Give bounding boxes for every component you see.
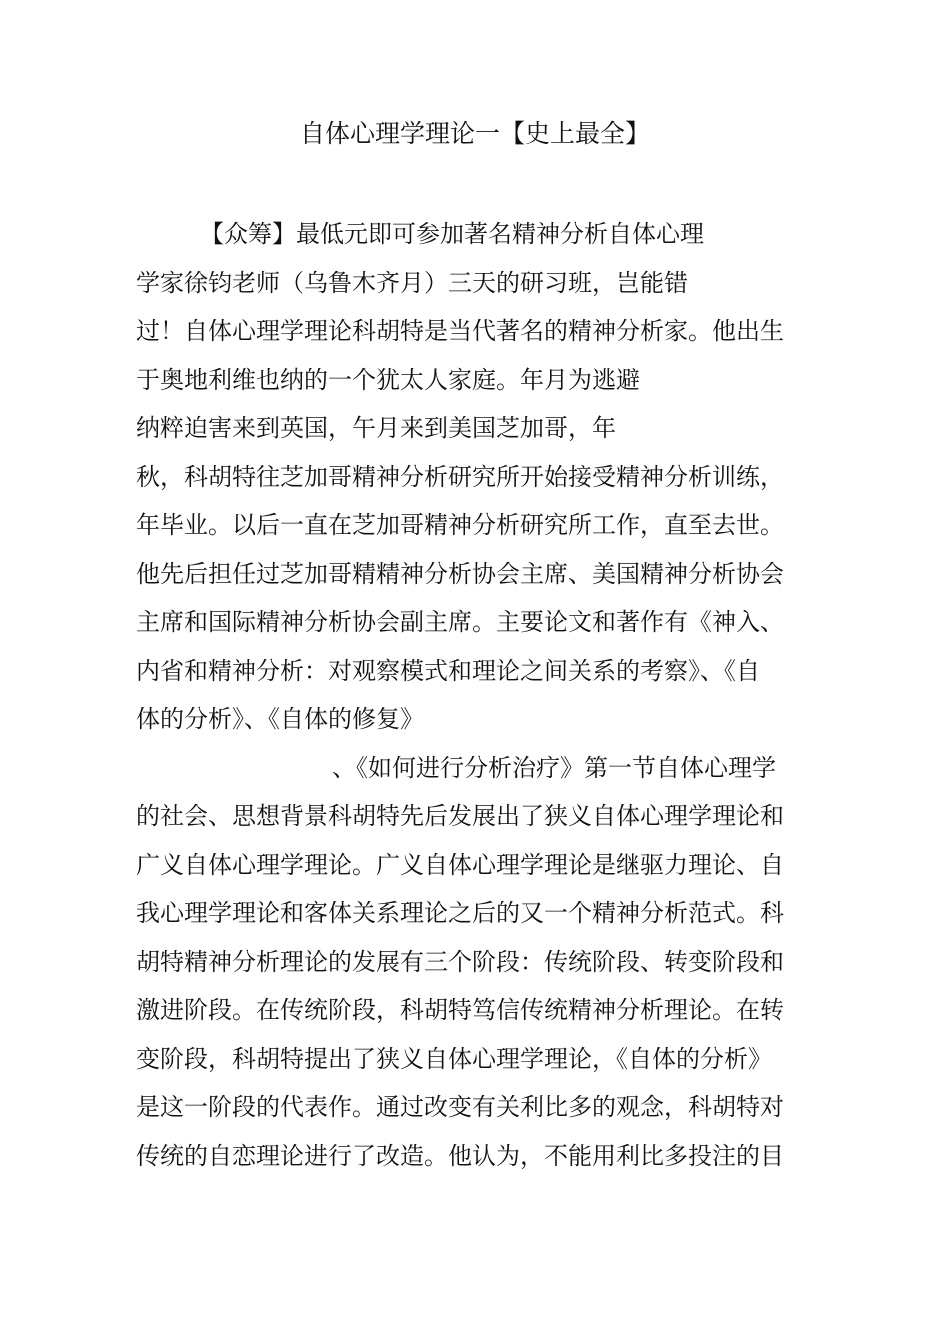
text-line: 他先后担任过芝加哥精精神分析协会主席、美国精神分析协会 <box>136 559 784 588</box>
text-line: 、《如何进行分析治疗》第一节自体心理学 <box>332 753 776 782</box>
text-line: 胡特精神分析理论的发展有三个阶段：传统阶段、转变阶段和 <box>136 947 784 976</box>
text-line: 广义自体心理学理论。广义自体心理学理论是继驱力理论、自 <box>136 850 784 879</box>
text-line: 我心理学理论和客体关系理论之后的又一个精神分析范式。科 <box>136 899 784 927</box>
document-body <box>136 210 836 1180</box>
document-title: 自体心理学理论一【史上最全】 <box>299 119 650 148</box>
text-line: 主席和国际精神分析协会副主席。主要论文和著作有《神入、 <box>136 608 784 636</box>
text-line: 纳粹迫害来到英国，午月来到美国芝加哥，年 <box>136 414 616 442</box>
text-line: 【众筹】最低元即可参加著名精神分析自体心理 <box>200 220 704 248</box>
text-line: 是这一阶段的代表作。通过改变有关利比多的观念，科胡特对 <box>136 1093 784 1121</box>
text-line: 激进阶段。在传统阶段，科胡特笃信传统精神分析理论。在转 <box>136 996 784 1024</box>
text-line: 秋，科胡特往芝加哥精神分析研究所开始接受精神分析训练， <box>136 462 784 491</box>
text-line: 变阶段，科胡特提出了狭义自体心理学理论，《自体的分析》 <box>136 1044 772 1073</box>
text-line: 的社会、思想背景科胡特先后发展出了狭义自体心理学理论和 <box>136 802 784 830</box>
text-line: 学家徐钧老师（乌鲁木齐月）三天的研习班，岂能错 <box>136 268 688 297</box>
text-line: 过！自体心理学理论科胡特是当代著名的精神分析家。他出生 <box>136 317 784 345</box>
text-line: 内省和精神分析：对观察模式和理论之间关系的考察》、《自 <box>136 656 760 685</box>
text-line: 体的分析》、《自体的修复》 <box>136 705 424 733</box>
text-line: 传统的自恋理论进行了改造。他认为，不能用利比多投注的目 <box>136 1141 784 1170</box>
text-line: 年毕业。以后一直在芝加哥精神分析研究所工作，直至去世。 <box>136 511 784 539</box>
text-line: 于奥地利维也纳的一个犹太人家庭。年月为逃避 <box>136 365 640 394</box>
